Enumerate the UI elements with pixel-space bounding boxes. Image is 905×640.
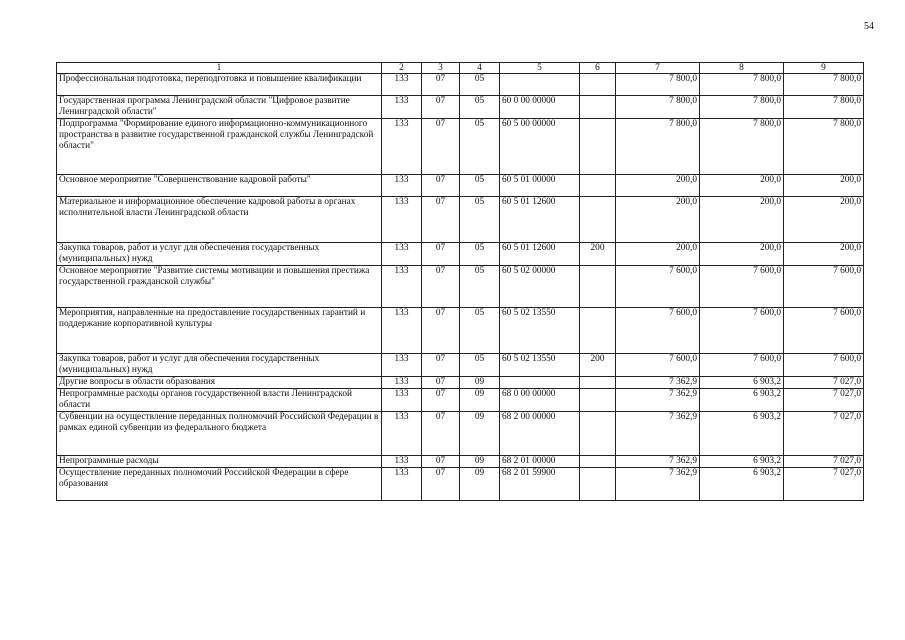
row-rz-cell: 07 [422, 377, 460, 389]
row-name-cell: Закупка товаров, работ и услуг для обеспечения государственных (муниципальных) нужд [57, 243, 382, 266]
row-year3-cell: 7 027,0 [784, 389, 864, 412]
row-year2-cell: 7 800,0 [700, 74, 784, 96]
row-rz-cell: 07 [422, 308, 460, 354]
table-row [57, 96, 864, 119]
row-csr-cell: 60 5 02 13550 [500, 354, 580, 377]
row-year3-cell: 7 600,0 [784, 266, 864, 308]
row-year1-cell: 7 800,0 [616, 74, 700, 96]
row-rz-cell: 07 [422, 243, 460, 266]
row-year1-cell: 7 600,0 [616, 308, 700, 354]
budget-table [56, 62, 864, 501]
row-year2-cell: 7 600,0 [700, 308, 784, 354]
row-gr-cell: 133 [382, 468, 422, 501]
row-name-cell: Субвенции на осуществление переданных полномочий Российской Федерации в рамках единой субвенции из федерального бюджета [57, 412, 382, 456]
row-gr-cell: 133 [382, 354, 422, 377]
row-year1-cell: 7 600,0 [616, 266, 700, 308]
header-cell: 9 [784, 63, 864, 74]
table-row [57, 175, 864, 197]
header-cell: 2 [382, 63, 422, 74]
row-pr-cell: 05 [460, 243, 500, 266]
row-name-cell: Подпрограмма "Формирование единого информационно-коммуникационного пространства в развитие государственной гражданской службы Ленинградской области" [57, 119, 382, 175]
row-csr-cell [500, 377, 580, 389]
row-pr-cell: 09 [460, 377, 500, 389]
row-year3-cell: 7 600,0 [784, 354, 864, 377]
row-name-cell: Непрограммные расходы [57, 456, 382, 468]
row-year1-cell: 7 362,9 [616, 468, 700, 501]
row-vr-cell [580, 74, 616, 96]
row-csr-cell: 60 5 01 12600 [500, 243, 580, 266]
header-cell: 6 [580, 63, 616, 74]
row-rz-cell: 07 [422, 412, 460, 456]
row-year1-cell: 200,0 [616, 175, 700, 197]
row-year2-cell: 7 600,0 [700, 354, 784, 377]
row-year2-cell: 7 800,0 [700, 96, 784, 119]
row-year2-cell: 6 903,2 [700, 412, 784, 456]
row-name-cell: Мероприятия, направленные на предоставление государственных гарантий и поддержание корпоративной культуры [57, 308, 382, 354]
table-row [57, 377, 864, 389]
row-name-cell: Основное мероприятие "Развитие системы мотивации и повышения престижа государственной гражданской службы" [57, 266, 382, 308]
row-pr-cell: 09 [460, 468, 500, 501]
row-year3-cell: 7 027,0 [784, 377, 864, 389]
table-row [57, 243, 864, 266]
row-name-cell: Закупка товаров, работ и услуг для обеспечения государственных (муниципальных) нужд [57, 354, 382, 377]
row-year2-cell: 200,0 [700, 197, 784, 243]
header-cell: 3 [422, 63, 460, 74]
row-pr-cell: 09 [460, 412, 500, 456]
row-rz-cell: 07 [422, 266, 460, 308]
row-pr-cell: 05 [460, 175, 500, 197]
row-vr-cell [580, 175, 616, 197]
row-csr-cell: 60 5 01 00000 [500, 175, 580, 197]
row-vr-cell [580, 197, 616, 243]
row-year2-cell: 200,0 [700, 243, 784, 266]
table-row [57, 74, 864, 96]
header-cell: 8 [700, 63, 784, 74]
row-gr-cell: 133 [382, 96, 422, 119]
row-vr-cell [580, 266, 616, 308]
row-year1-cell: 200,0 [616, 243, 700, 266]
row-rz-cell: 07 [422, 175, 460, 197]
row-csr-cell: 68 2 00 00000 [500, 412, 580, 456]
row-name-cell: Профессиональная подготовка, переподготовка и повышение квалификации [57, 74, 382, 96]
row-year2-cell: 200,0 [700, 175, 784, 197]
row-gr-cell: 133 [382, 456, 422, 468]
row-year1-cell: 7 362,9 [616, 377, 700, 389]
row-year3-cell: 7 800,0 [784, 96, 864, 119]
row-csr-cell: 60 5 02 00000 [500, 266, 580, 308]
row-name-cell: Другие вопросы в области образования [57, 377, 382, 389]
row-pr-cell: 05 [460, 74, 500, 96]
header-cell: 5 [500, 63, 580, 74]
row-year3-cell: 7 600,0 [784, 308, 864, 354]
row-pr-cell: 05 [460, 354, 500, 377]
table-row [57, 389, 864, 412]
row-rz-cell: 07 [422, 389, 460, 412]
row-vr-cell [580, 308, 616, 354]
row-gr-cell: 133 [382, 175, 422, 197]
row-rz-cell: 07 [422, 354, 460, 377]
row-pr-cell: 05 [460, 308, 500, 354]
row-pr-cell: 05 [460, 96, 500, 119]
row-gr-cell: 133 [382, 74, 422, 96]
table-row [57, 197, 864, 243]
row-rz-cell: 07 [422, 74, 460, 96]
header-row [57, 63, 864, 74]
row-year3-cell: 7 800,0 [784, 119, 864, 175]
row-year1-cell: 7 362,9 [616, 456, 700, 468]
row-vr-cell [580, 468, 616, 501]
row-gr-cell: 133 [382, 197, 422, 243]
row-year2-cell: 6 903,2 [700, 389, 784, 412]
row-name-cell: Государственная программа Ленинградской области "Цифровое развитие Ленинградской области" [57, 96, 382, 119]
row-name-cell: Осуществление переданных полномочий Российской Федерации в сфере образования [57, 468, 382, 501]
row-year3-cell: 200,0 [784, 197, 864, 243]
row-year1-cell: 7 800,0 [616, 119, 700, 175]
row-year1-cell: 7 600,0 [616, 354, 700, 377]
row-gr-cell: 133 [382, 266, 422, 308]
row-pr-cell: 05 [460, 266, 500, 308]
row-vr-cell [580, 389, 616, 412]
row-csr-cell: 60 5 00 00000 [500, 119, 580, 175]
row-vr-cell [580, 456, 616, 468]
row-name-cell: Основное мероприятие "Совершенствование кадровой работы" [57, 175, 382, 197]
row-rz-cell: 07 [422, 197, 460, 243]
row-rz-cell: 07 [422, 119, 460, 175]
row-rz-cell: 07 [422, 468, 460, 501]
table-row [57, 468, 864, 501]
row-gr-cell: 133 [382, 243, 422, 266]
row-name-cell: Материальное и информационное обеспечение кадровой работы в органах исполнительной власти Ленинградской области [57, 197, 382, 243]
row-gr-cell: 133 [382, 119, 422, 175]
row-year2-cell: 7 600,0 [700, 266, 784, 308]
table-row [57, 456, 864, 468]
row-pr-cell: 05 [460, 119, 500, 175]
row-csr-cell: 68 0 00 00000 [500, 389, 580, 412]
row-year1-cell: 7 362,9 [616, 389, 700, 412]
row-vr-cell [580, 377, 616, 389]
row-vr-cell [580, 412, 616, 456]
row-csr-cell: 60 5 01 12600 [500, 197, 580, 243]
row-year1-cell: 200,0 [616, 197, 700, 243]
table-row [57, 308, 864, 354]
header-cell: 7 [616, 63, 700, 74]
table-row [57, 119, 864, 175]
row-csr-cell: 68 2 01 00000 [500, 456, 580, 468]
row-year2-cell: 6 903,2 [700, 468, 784, 501]
row-year1-cell: 7 362,9 [616, 412, 700, 456]
row-vr-cell: 200 [580, 354, 616, 377]
row-pr-cell: 09 [460, 456, 500, 468]
row-year2-cell: 6 903,2 [700, 456, 784, 468]
row-year3-cell: 7 027,0 [784, 468, 864, 501]
row-year3-cell: 7 027,0 [784, 456, 864, 468]
row-rz-cell: 07 [422, 96, 460, 119]
row-year2-cell: 6 903,2 [700, 377, 784, 389]
row-year3-cell: 200,0 [784, 175, 864, 197]
row-year3-cell: 200,0 [784, 243, 864, 266]
row-csr-cell: 68 2 01 59900 [500, 468, 580, 501]
row-vr-cell: 200 [580, 243, 616, 266]
row-vr-cell [580, 119, 616, 175]
row-csr-cell: 60 5 02 13550 [500, 308, 580, 354]
row-year3-cell: 7 800,0 [784, 74, 864, 96]
table-row [57, 266, 864, 308]
header-cell: 4 [460, 63, 500, 74]
row-name-cell: Непрограммные расходы органов государственной власти Ленинградской области [57, 389, 382, 412]
row-rz-cell: 07 [422, 456, 460, 468]
row-gr-cell: 133 [382, 377, 422, 389]
table-row [57, 354, 864, 377]
header-cell: 1 [57, 63, 382, 74]
row-vr-cell [580, 96, 616, 119]
table-row [57, 412, 864, 456]
row-pr-cell: 09 [460, 389, 500, 412]
row-year3-cell: 7 027,0 [784, 412, 864, 456]
row-year2-cell: 7 800,0 [700, 119, 784, 175]
row-csr-cell [500, 74, 580, 96]
row-pr-cell: 05 [460, 197, 500, 243]
row-year1-cell: 7 800,0 [616, 96, 700, 119]
row-gr-cell: 133 [382, 412, 422, 456]
row-gr-cell: 133 [382, 389, 422, 412]
row-csr-cell: 60 0 00 00000 [500, 96, 580, 119]
row-gr-cell: 133 [382, 308, 422, 354]
page-number: 54 [864, 21, 874, 32]
